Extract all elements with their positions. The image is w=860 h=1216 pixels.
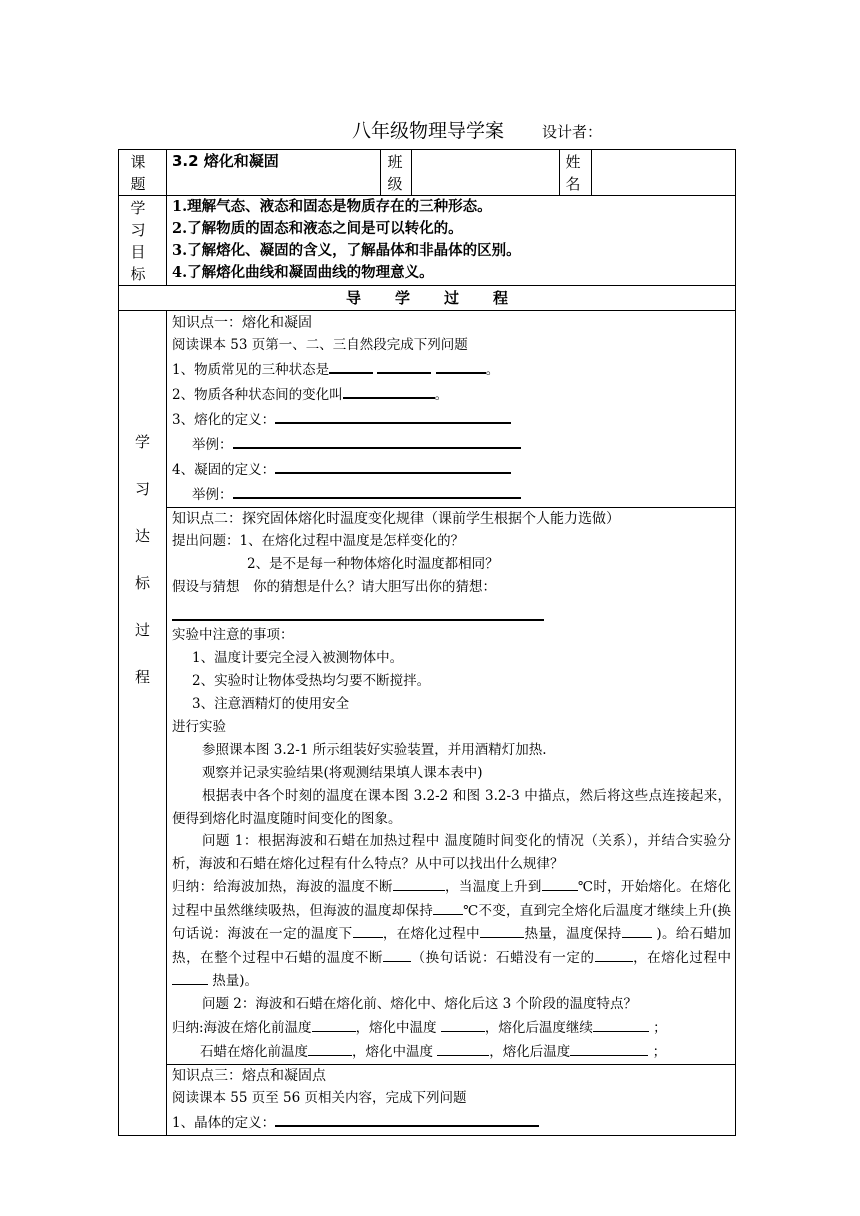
summary-text: 在熔化过程中虽然继续吸热，但海波的温度却保持 <box>172 879 731 919</box>
section1-title: 知识点一：熔化和凝固 <box>172 315 312 331</box>
summary-text: 度才继续上升(换句话说：海波在一定的温度下 <box>172 902 731 942</box>
document-title-block <box>352 116 602 143</box>
section1-q4 <box>172 457 731 482</box>
class-value-cell[interactable] <box>412 150 560 196</box>
section2-note: 3、注意酒精灯的使用安全 <box>192 696 350 712</box>
summary-text: ，熔化后温度 <box>489 1043 571 1060</box>
section2-content <box>167 508 736 1065</box>
blank[interactable] <box>433 899 463 915</box>
blank[interactable] <box>622 922 652 938</box>
section2-title: 知识点二：探究固体熔化时温度变化规律（课前学生根据个人能力选做） <box>172 511 620 527</box>
section1-q2 <box>172 382 731 407</box>
period-text: 。 <box>434 387 449 403</box>
blank[interactable] <box>275 457 511 474</box>
section2-do-exp: 进行实验 <box>172 719 226 735</box>
blank[interactable] <box>233 482 521 499</box>
section3-row <box>119 1064 736 1135</box>
section2-problem1: 问题 1：根据海波和石蜡在加热过程中 温度随时间变化的情况（关系），并结合实验分析，海波和石蜡在熔化过程有什么特点？从中可以找出什么规律？ <box>172 833 731 872</box>
objectives-list <box>167 196 736 286</box>
topic-label: 课题 <box>119 150 167 196</box>
section3-q1-text: 1、晶体的定义： <box>172 1114 276 1131</box>
section3-title: 知识点三：熔点和凝固点 <box>172 1067 326 1084</box>
section2-summary2a <box>172 1016 731 1040</box>
section2-hypothesis: 假设与猜想 你的猜想是什么？请大胆写出你的猜想： <box>172 579 496 595</box>
objective-item: 4.了解熔化曲线和凝固曲线的物理意义。 <box>172 264 434 281</box>
blank[interactable] <box>480 922 524 938</box>
section1-q4-example <box>172 482 731 507</box>
summary-text: 归纳：给海波加热，海波的温度不断 <box>172 879 393 895</box>
name-value-cell[interactable] <box>592 150 736 196</box>
summary-text: ，熔化中温度 <box>355 1019 441 1036</box>
section1-q1-text: 1、物质常见的三种状态是 <box>172 362 330 378</box>
info-row <box>119 150 736 196</box>
section1-q3-example <box>172 432 731 457</box>
summary-text: （换句话说：石蜡没 <box>411 949 539 966</box>
process-label: 学习达标过程 <box>134 433 150 686</box>
guide-heading: 导学过程 <box>119 286 736 311</box>
page-title: 八年级物理导学案 <box>352 120 505 142</box>
blank[interactable] <box>308 1040 352 1056</box>
blank[interactable] <box>343 382 435 399</box>
objectives-row <box>119 196 736 286</box>
section1-row <box>119 311 736 508</box>
section2-step: 根据表中各个时刻的温度在课本图 3.2-2 和图 3.2-3 中描点，然后将这些点连接起来，便得到熔化时温度随时间变化的图象。 <box>172 788 731 827</box>
section2-summary2b <box>172 1040 731 1064</box>
section2-note: 1、温度计要完全浸入被测物体中。 <box>192 650 404 666</box>
section2-notes-title: 实验中注意的事项： <box>172 627 294 643</box>
blank[interactable] <box>593 1016 649 1032</box>
example-label: 举例： <box>192 437 233 453</box>
section3-content <box>167 1064 736 1135</box>
section1-q1 <box>172 357 731 382</box>
blank[interactable] <box>436 357 486 374</box>
blank[interactable] <box>329 357 373 374</box>
summary-text: 归纳:海波在熔化前温度 <box>172 1019 312 1036</box>
blank[interactable] <box>353 922 383 938</box>
section1-q2-text: 2、物质各种状态间的变化叫 <box>172 387 343 403</box>
guide-row <box>119 286 736 311</box>
summary-text: ，在熔化过程中 <box>382 926 481 942</box>
summary-text: 有一定的 <box>538 949 595 966</box>
hypothesis-answer-line <box>172 599 731 624</box>
section1-q3-text: 3、熔化的定义： <box>172 412 276 428</box>
blank[interactable] <box>172 599 544 621</box>
blank[interactable] <box>393 875 445 891</box>
summary-text: )。给石蜡加热，在整个过程中石蜡的温度不断 <box>172 926 732 966</box>
blank[interactable] <box>441 1016 485 1032</box>
objective-item: 1.理解气态、液态和固态是物质存在的三种形态。 <box>172 198 492 215</box>
blank[interactable] <box>275 1110 539 1127</box>
blank[interactable] <box>570 1040 648 1056</box>
section1-q4-text: 4、凝固的定义： <box>172 462 276 478</box>
section3-read: 阅读课本 55 页至 56 页相关内容，完成下列问题 <box>172 1089 467 1106</box>
blank[interactable] <box>377 357 431 374</box>
section1-read: 阅读课本 53 页第一、二、三自然段完成下列问题 <box>172 337 468 353</box>
blank[interactable] <box>233 432 521 449</box>
summary-text: ，熔化中温度 <box>352 1043 438 1060</box>
section2-note: 2、实验时让物体受热均匀要不断搅拌。 <box>192 673 431 689</box>
blank[interactable] <box>312 1016 356 1032</box>
blank[interactable] <box>275 407 511 424</box>
summary-text: 热量，温 <box>524 926 580 942</box>
summary-text: ； <box>648 1019 667 1036</box>
summary-text: ，熔化后温度继续 <box>484 1019 593 1036</box>
summary-text: ，当温度上升到 <box>444 879 542 895</box>
section1-q3 <box>172 407 731 432</box>
summary-text: ； <box>648 1043 667 1060</box>
designer-label: 设计者： <box>542 123 603 141</box>
period-text: 。 <box>485 362 500 378</box>
summary-text: 度保持 <box>580 926 622 942</box>
objective-item: 3.了解熔化、凝固的含义，了解晶体和非晶体的区别。 <box>172 242 521 259</box>
blank[interactable] <box>595 946 633 962</box>
section2-question-a: 提出问题：1、在熔化过程中温度是怎样变化的？ <box>172 533 465 549</box>
section2-step: 观察并记录实验结果(将观测结果填人课本表中) <box>202 765 483 781</box>
summary-text: ℃不变，直到完全熔化后温 <box>462 902 630 919</box>
process-label-cell <box>119 311 167 1136</box>
section2-row <box>119 508 736 1065</box>
blank[interactable] <box>383 946 411 962</box>
section2-question-b: 2、是不是每一种物体熔化时温度都相同？ <box>247 556 499 572</box>
blank[interactable] <box>172 969 208 985</box>
worksheet-table <box>118 149 736 1136</box>
section3-q1 <box>172 1110 731 1135</box>
section2-summary1 <box>172 875 731 993</box>
objectives-label: 学习目标 <box>119 196 167 286</box>
summary-text: 石蜡在熔化前温度 <box>200 1043 308 1060</box>
section2-step: 参照课本图 3.2-1 所示组装好实验装置，并用酒精灯加热. <box>202 742 547 758</box>
blank[interactable] <box>542 875 578 891</box>
example-label: 举例： <box>192 487 233 503</box>
objective-item: 2.了解物质的固态和液态之间是可以转化的。 <box>172 220 463 237</box>
summary-text: 热量)。 <box>208 973 259 989</box>
blank[interactable] <box>437 1040 489 1056</box>
section1-content <box>167 311 736 508</box>
name-label: 姓名 <box>560 150 592 196</box>
summary-text: ，在熔化过程中 <box>632 949 732 966</box>
class-label: 班级 <box>381 150 412 196</box>
topic-value: 3.2 熔化和凝固 <box>167 150 381 196</box>
section2-problem2: 问题 2：海波和石蜡在熔化前、熔化中、熔化后这 3 个阶段的温度特点？ <box>202 995 638 1012</box>
summary-text: ℃时，开始熔化。 <box>577 879 690 895</box>
